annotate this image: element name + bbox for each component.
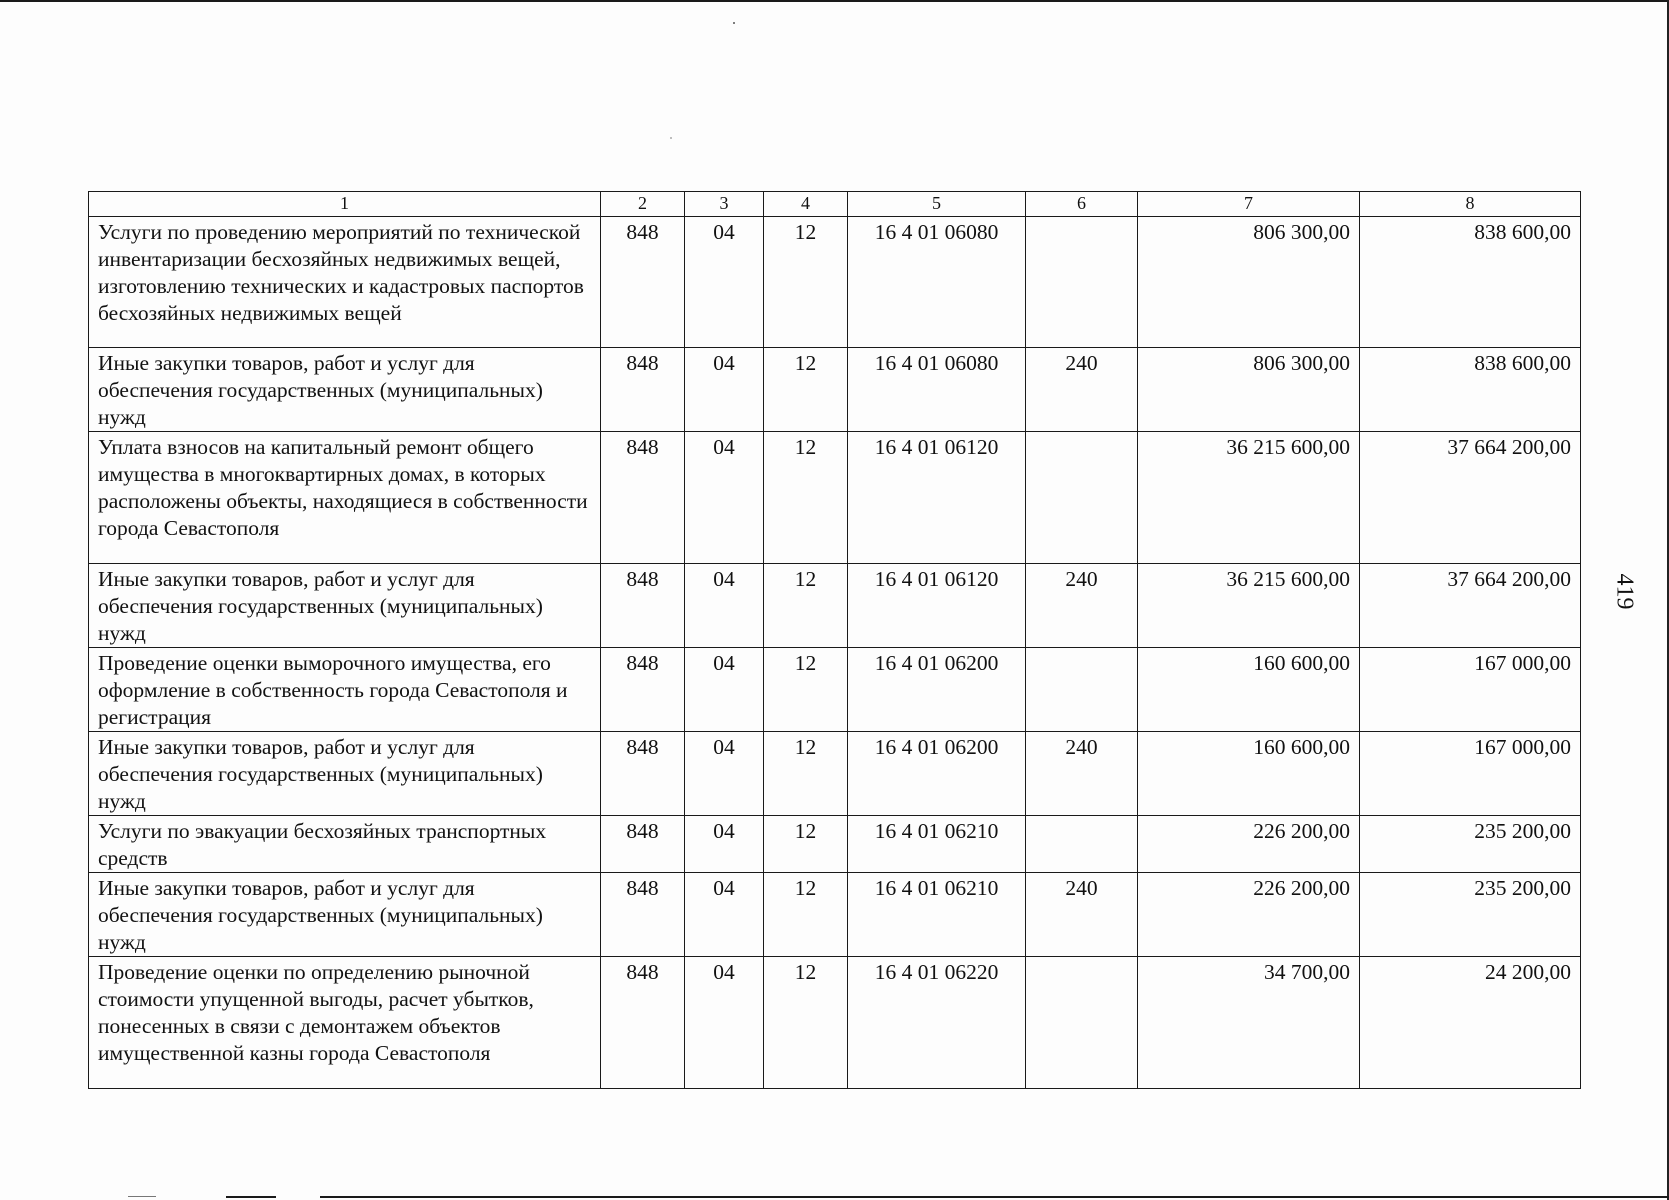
amount-year-2: 235 200,00 bbox=[1360, 816, 1581, 873]
column-number-row bbox=[89, 192, 1581, 217]
row-description: Уплата взносов на капитальный ремонт общего имущества в многоквартирных домах, в которых расположены объекты, находящиеся в собственности города Севастополя bbox=[89, 432, 601, 564]
scan-edge-bottom-3 bbox=[320, 1196, 1669, 1198]
column-number: 5 bbox=[848, 192, 1026, 217]
ministry-code: 848 bbox=[601, 348, 685, 432]
scan-edge-bottom-1 bbox=[128, 1196, 156, 1197]
section-code: 04 bbox=[685, 217, 764, 348]
ministry-code: 848 bbox=[601, 732, 685, 816]
expense-type-code bbox=[1026, 432, 1138, 564]
expense-type-code: 240 bbox=[1026, 732, 1138, 816]
target-article-code: 16 4 01 06210 bbox=[848, 873, 1026, 957]
ministry-code: 848 bbox=[601, 873, 685, 957]
ministry-code: 848 bbox=[601, 957, 685, 1089]
column-number: 3 bbox=[685, 192, 764, 217]
amount-year-2: 838 600,00 bbox=[1360, 348, 1581, 432]
ministry-code: 848 bbox=[601, 816, 685, 873]
table-row bbox=[89, 564, 1581, 648]
subsection-code: 12 bbox=[764, 648, 848, 732]
section-code: 04 bbox=[685, 648, 764, 732]
subsection-code: 12 bbox=[764, 816, 848, 873]
expense-type-code bbox=[1026, 217, 1138, 348]
amount-year-2: 235 200,00 bbox=[1360, 873, 1581, 957]
amount-year-2: 838 600,00 bbox=[1360, 217, 1581, 348]
scan-speck bbox=[670, 137, 672, 139]
expense-type-code bbox=[1026, 816, 1138, 873]
subsection-code: 12 bbox=[764, 873, 848, 957]
amount-year-1: 34 700,00 bbox=[1138, 957, 1360, 1089]
page-number: 419 bbox=[1611, 573, 1638, 610]
scan-speck bbox=[733, 22, 735, 24]
amount-year-1: 36 215 600,00 bbox=[1138, 432, 1360, 564]
amount-year-2: 167 000,00 bbox=[1360, 648, 1581, 732]
amount-year-1: 160 600,00 bbox=[1138, 732, 1360, 816]
row-description: Проведение оценки выморочного имущества, его оформление в собственность города Севастополя и регистрация bbox=[89, 648, 601, 732]
amount-year-2: 167 000,00 bbox=[1360, 732, 1581, 816]
section-code: 04 bbox=[685, 873, 764, 957]
scan-edge-top bbox=[0, 0, 1669, 2]
ministry-code: 848 bbox=[601, 564, 685, 648]
expense-type-code: 240 bbox=[1026, 564, 1138, 648]
section-code: 04 bbox=[685, 957, 764, 1089]
amount-year-1: 806 300,00 bbox=[1138, 348, 1360, 432]
section-code: 04 bbox=[685, 732, 764, 816]
row-description: Иные закупки товаров, работ и услуг для обеспечения государственных (муниципальных) нужд bbox=[89, 873, 601, 957]
section-code: 04 bbox=[685, 348, 764, 432]
ministry-code: 848 bbox=[601, 648, 685, 732]
column-number: 2 bbox=[601, 192, 685, 217]
row-description: Услуги по эвакуации бесхозяйных транспортных средств bbox=[89, 816, 601, 873]
expense-type-code: 240 bbox=[1026, 873, 1138, 957]
row-description: Услуги по проведению мероприятий по технической инвентаризации бесхозяйных недвижимых вещей, изготовлению технических и кадастровых паспортов бесхозяйных недвижимых вещей bbox=[89, 217, 601, 348]
row-description: Иные закупки товаров, работ и услуг для обеспечения государственных (муниципальных) нужд bbox=[89, 348, 601, 432]
amount-year-1: 226 200,00 bbox=[1138, 816, 1360, 873]
budget-table bbox=[88, 191, 1581, 1089]
target-article-code: 16 4 01 06080 bbox=[848, 217, 1026, 348]
amount-year-2: 24 200,00 bbox=[1360, 957, 1581, 1089]
table-row bbox=[89, 732, 1581, 816]
column-number: 4 bbox=[764, 192, 848, 217]
amount-year-1: 36 215 600,00 bbox=[1138, 564, 1360, 648]
amount-year-1: 226 200,00 bbox=[1138, 873, 1360, 957]
table-row bbox=[89, 873, 1581, 957]
target-article-code: 16 4 01 06220 bbox=[848, 957, 1026, 1089]
subsection-code: 12 bbox=[764, 217, 848, 348]
column-number: 1 bbox=[89, 192, 601, 217]
table-row bbox=[89, 648, 1581, 732]
table-row bbox=[89, 348, 1581, 432]
expense-type-code bbox=[1026, 648, 1138, 732]
amount-year-1: 160 600,00 bbox=[1138, 648, 1360, 732]
section-code: 04 bbox=[685, 816, 764, 873]
row-description: Иные закупки товаров, работ и услуг для обеспечения государственных (муниципальных) нужд bbox=[89, 564, 601, 648]
section-code: 04 bbox=[685, 432, 764, 564]
table-row bbox=[89, 217, 1581, 348]
expense-type-code bbox=[1026, 957, 1138, 1089]
row-description: Проведение оценки по определению рыночной стоимости упущенной выгоды, расчет убытков, понесенных в связи с демонтажем объектов имущественной казны города Севастополя bbox=[89, 957, 601, 1089]
target-article-code: 16 4 01 06210 bbox=[848, 816, 1026, 873]
subsection-code: 12 bbox=[764, 564, 848, 648]
target-article-code: 16 4 01 06200 bbox=[848, 732, 1026, 816]
subsection-code: 12 bbox=[764, 432, 848, 564]
row-description: Иные закупки товаров, работ и услуг для обеспечения государственных (муниципальных) нужд bbox=[89, 732, 601, 816]
target-article-code: 16 4 01 06200 bbox=[848, 648, 1026, 732]
amount-year-2: 37 664 200,00 bbox=[1360, 432, 1581, 564]
column-number: 6 bbox=[1026, 192, 1138, 217]
amount-year-1: 806 300,00 bbox=[1138, 217, 1360, 348]
expense-type-code: 240 bbox=[1026, 348, 1138, 432]
table-row bbox=[89, 816, 1581, 873]
target-article-code: 16 4 01 06120 bbox=[848, 432, 1026, 564]
subsection-code: 12 bbox=[764, 348, 848, 432]
target-article-code: 16 4 01 06120 bbox=[848, 564, 1026, 648]
column-number: 7 bbox=[1138, 192, 1360, 217]
scan-edge-bottom-2 bbox=[226, 1196, 276, 1198]
table-row bbox=[89, 432, 1581, 564]
section-code: 04 bbox=[685, 564, 764, 648]
target-article-code: 16 4 01 06080 bbox=[848, 348, 1026, 432]
ministry-code: 848 bbox=[601, 432, 685, 564]
subsection-code: 12 bbox=[764, 732, 848, 816]
column-number: 8 bbox=[1360, 192, 1581, 217]
amount-year-2: 37 664 200,00 bbox=[1360, 564, 1581, 648]
table-row bbox=[89, 957, 1581, 1089]
subsection-code: 12 bbox=[764, 957, 848, 1089]
table-body bbox=[89, 192, 1581, 1089]
ministry-code: 848 bbox=[601, 217, 685, 348]
